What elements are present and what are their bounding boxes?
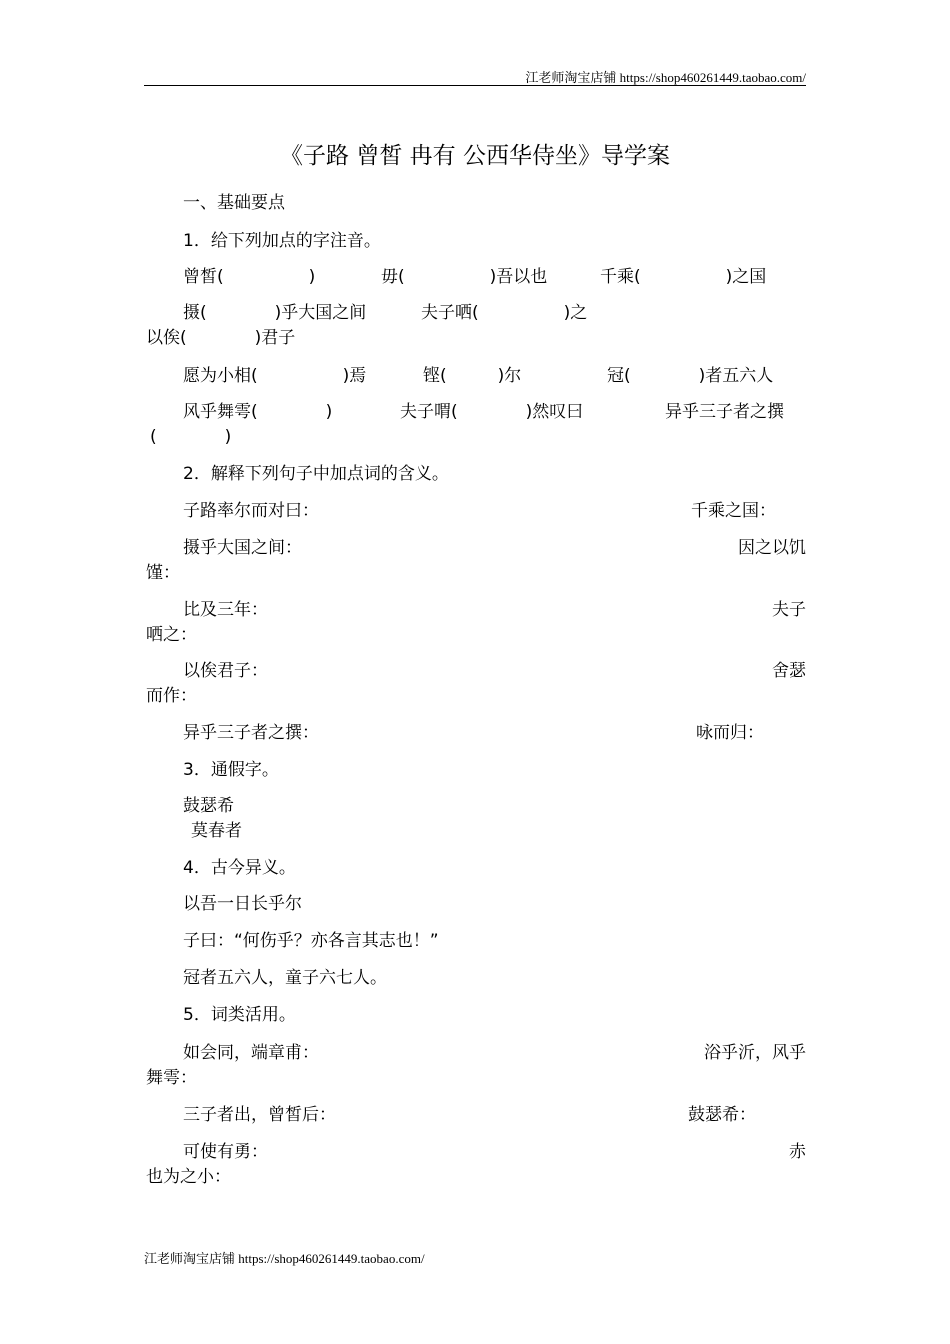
q1-item: 摄( )乎大国之间 — [183, 303, 367, 323]
section-heading: 一、基础要点 — [183, 193, 285, 213]
q2-item: 哂之： — [146, 625, 197, 645]
q3-heading: 3．通假字。 — [183, 760, 279, 780]
q2-item: 馑： — [146, 563, 180, 583]
q1-item: 毋( )吾以也 — [381, 267, 548, 287]
q1-item: 风乎舞雩( ) — [183, 402, 333, 422]
q1-heading: 1．给下列加点的字注音。 — [183, 231, 381, 251]
q5-item: 也为之小： — [146, 1167, 231, 1187]
q5-item: 三子者出，曾皙后： — [183, 1105, 336, 1125]
q1-item: 曾皙( ) — [183, 267, 316, 287]
q1-item: 夫子哂( )之 — [421, 303, 588, 323]
q3-item: 莫春者 — [191, 821, 242, 841]
q1-item: 异乎三子者之撰 — [665, 402, 784, 422]
q1-item: ( ) — [150, 427, 232, 447]
q5-item: 浴乎沂，风乎 — [704, 1043, 806, 1063]
q4-heading: 4．古今异义。 — [183, 858, 296, 878]
q2-item: 咏而归： — [696, 723, 764, 743]
q2-item: 摄乎大国之间： — [183, 538, 302, 558]
q4-item: 子曰：“何伤乎？亦各言其志也！” — [183, 931, 439, 951]
q5-item: 如会同，端章甫： — [183, 1043, 319, 1063]
q1-item: 愿为小相( )焉 — [183, 366, 367, 386]
q2-item: 比及三年： — [183, 600, 268, 620]
q5-item: 鼓瑟希： — [688, 1105, 756, 1125]
q1-item: 千乘( )之国 — [600, 267, 767, 287]
q2-item: 以俟君子： — [183, 661, 268, 681]
page-header: 江老师淘宝店铺 https://shop460261449.taobao.com/ — [525, 70, 806, 85]
q5-item: 可使有勇： — [183, 1142, 268, 1162]
q2-heading: 2．解释下列句子中加点词的含义。 — [183, 464, 449, 484]
q2-item: 夫子 — [772, 600, 806, 620]
q2-item: 异乎三子者之撰： — [183, 723, 319, 743]
document-title: 《子路 曾皙 冉有 公西华侍坐》导学案 — [280, 143, 670, 169]
q2-item: 因之以饥 — [738, 538, 806, 558]
q2-item: 而作： — [146, 686, 197, 706]
q4-item: 以吾一日长乎尔 — [183, 894, 302, 914]
page-footer: 江老师淘宝店铺 https://shop460261449.taobao.com/ — [144, 1251, 425, 1266]
q5-heading: 5．词类活用。 — [183, 1005, 296, 1025]
q2-item: 子路率尔而对曰： — [183, 501, 319, 521]
q1-item: 铿( )尔 — [423, 366, 522, 386]
q2-item: 舍瑟 — [772, 661, 806, 681]
q3-item: 鼓瑟希 — [183, 796, 234, 816]
q1-item: 夫子喟( )然叹曰 — [400, 402, 584, 422]
header-divider — [144, 85, 806, 86]
q5-item: 赤 — [789, 1142, 806, 1162]
q4-item: 冠者五六人，童子六七人。 — [183, 968, 387, 988]
q1-item: 冠( )者五六人 — [607, 366, 774, 386]
q2-item: 千乘之国： — [691, 501, 776, 521]
q5-item: 舞雩： — [146, 1068, 197, 1088]
q1-item: 以俟( )君子 — [146, 328, 296, 348]
